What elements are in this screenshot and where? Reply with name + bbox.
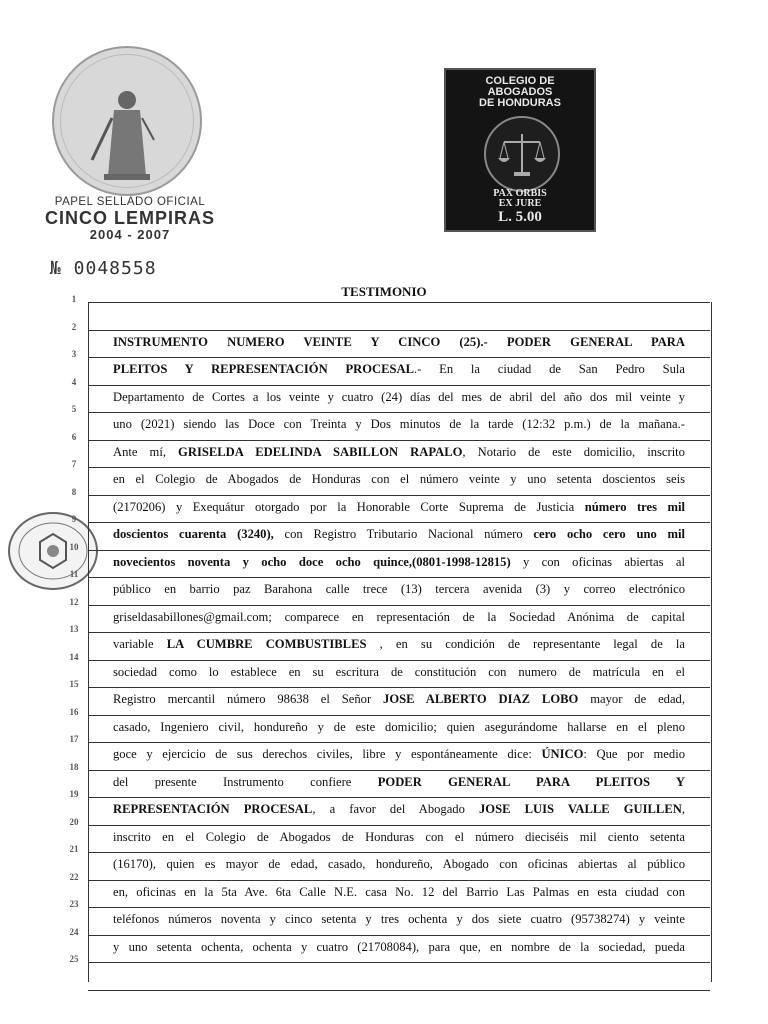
line-number: 13	[69, 624, 79, 634]
ruled-line	[88, 412, 710, 413]
official-paper-seal	[52, 46, 202, 196]
document-text-line	[113, 747, 685, 762]
text: del presente Instrumento confiere	[113, 774, 378, 789]
ruled-line	[88, 715, 710, 716]
serial-number: № 0048558	[50, 258, 157, 279]
document-text-line	[113, 830, 685, 845]
text: público en barrio paz Barahona calle trece (13) tercera avenida (3) y correo electrónico	[113, 582, 685, 596]
bold-text: PLEITOS Y REPRESENTACIÓN PROCESAL	[113, 362, 415, 376]
document-text-line	[113, 335, 685, 350]
ruled-line	[88, 880, 710, 881]
text: uno (2021) siendo las Doce con Treinta y Dos minutos de la tarde (12:32 p.m.) de la mañana.-	[113, 417, 685, 431]
document-text-line	[113, 500, 685, 515]
text: con Registro Tributario Nacional número	[273, 527, 534, 541]
bold-text: INSTRUMENTO NUMERO VEINTE Y CINCO (25).- PODER GENERAL PARA	[113, 334, 685, 349]
document-text-line	[113, 390, 685, 405]
text: teléfonos números noventa y cinco setenta y tres ochenta y dos siete cuatro (95738274) y veinte	[113, 912, 685, 926]
document-text-line	[113, 417, 685, 432]
document-text-line	[113, 582, 685, 597]
ruled-line	[88, 632, 710, 633]
line-number: 17	[69, 734, 79, 744]
ruled-line	[88, 522, 710, 523]
scales-of-justice-icon	[484, 116, 560, 192]
text: mayor de edad,	[578, 692, 685, 706]
bold-text: doscientos cuarenta (3240),	[113, 527, 274, 541]
line-number: 23	[69, 899, 79, 909]
line-number: 14	[69, 651, 79, 662]
text: Registro mercantil número 98638 el Señor	[113, 692, 384, 706]
line-number: 10	[69, 541, 79, 552]
line-number: 15	[69, 679, 79, 689]
text: en el Colegio de Abogados de Honduras con el número veinte y uno setenta doscientos seis	[113, 472, 685, 486]
text: Ante mí,	[113, 444, 179, 459]
line-number: 16	[69, 706, 79, 717]
text: , Notario de este domicilio, inscrito	[462, 444, 685, 459]
line-number: 12	[69, 596, 79, 607]
document-text-line	[113, 775, 685, 790]
text: inscrito en el Colegio de Abogados de Honduras con el número dieciséis mil ciento setenta	[113, 829, 685, 844]
line-number: 20	[69, 816, 79, 827]
seal-caption-years: 2004 - 2007	[89, 227, 171, 242]
ruled-line	[88, 990, 710, 991]
text: .- En la ciudad de San Pedro Sula	[414, 362, 685, 376]
line-number: 6	[71, 431, 77, 442]
ruled-line	[88, 907, 710, 908]
text: ,	[681, 802, 685, 816]
ruled-line	[88, 385, 710, 386]
document-text-line	[113, 610, 685, 625]
text: sociedad como lo establece en su escritura de constitución con numero de matrícula en el	[113, 664, 685, 679]
ruled-line	[88, 330, 710, 331]
document-text-line	[113, 802, 685, 817]
document-text-line	[113, 445, 685, 460]
line-number: 21	[69, 844, 79, 854]
bold-text: GRISELDA EDELINDA SABILLON RAPALO	[178, 444, 463, 459]
text: goce y ejercicio de sus derechos civiles, libre y espontáneamente dice:	[113, 747, 542, 761]
text: casado, Ingeniero civil, hondureño y de este domicilio; quien asegurándome hallarse en el pleno	[113, 719, 685, 734]
line-number: 2	[71, 321, 77, 332]
document-text-line	[113, 720, 685, 735]
text: , en su condición de representante legal de la	[366, 637, 685, 651]
document-text-line	[113, 885, 685, 900]
document-text-line	[113, 472, 685, 487]
line-number: 1	[71, 294, 77, 304]
ruled-line	[88, 935, 710, 936]
document-text-line	[113, 362, 685, 377]
bold-text: ÚNICO	[541, 747, 584, 761]
ruled-line	[88, 467, 710, 468]
ruled-line	[88, 852, 710, 853]
line-number: 24	[69, 926, 79, 937]
text: (2170206) y Exequátur otorgado por la Honorable Corte Suprema de Justicia	[113, 499, 585, 514]
line-number: 4	[71, 376, 77, 387]
bar-association-stamp	[444, 68, 596, 232]
justice-figure-icon	[54, 48, 200, 194]
line-number: 3	[71, 349, 77, 359]
bold-text: JOSE ALBERTO DIAZ LOBO	[383, 692, 579, 706]
ruled-line	[88, 440, 710, 441]
line-number: 18	[69, 761, 79, 772]
ruled-line	[88, 797, 710, 798]
document-text-line	[113, 940, 685, 955]
line-number: 19	[69, 789, 79, 799]
ruled-line	[88, 495, 710, 496]
bold-text: REPRESENTACIÓN PROCESAL	[113, 802, 313, 816]
line-number: 9	[71, 514, 77, 524]
ruled-line	[88, 357, 710, 358]
document-text-line	[113, 857, 685, 872]
text: en, oficinas en la 5ta Ave. 6ta Calle N.E. casa No. 12 del Barrio Las Palmas en esta ciudad con	[113, 884, 685, 899]
line-number: 22	[69, 871, 79, 882]
ruled-line	[88, 302, 710, 303]
stamp-value: L. 5.00	[498, 209, 542, 225]
document-text-line	[113, 637, 685, 652]
bold-text: número tres mil	[584, 499, 685, 514]
text: Departamento de Cortes a los veinte y cuatro (24) días del mes de abril del año dos mil veinte y	[113, 389, 685, 404]
line-number: 7	[71, 459, 77, 469]
bold-text: JOSE LUIS VALLE GUILLEN	[479, 802, 682, 816]
stamp-motto: PAX ORBIS EX JURE	[493, 188, 547, 209]
text: variable	[113, 637, 167, 651]
ruled-line	[88, 605, 710, 606]
text: : Que por medio	[583, 747, 685, 761]
bold-text: LA CUMBRE COMBUSTIBLES	[166, 637, 367, 651]
line-number: 5	[71, 404, 77, 414]
ruled-line	[88, 660, 710, 661]
stamp-title: COLEGIO DE ABOGADOS DE HONDURAS	[479, 75, 561, 109]
ruled-line	[88, 550, 710, 551]
document-text-line	[113, 665, 685, 680]
document-text-line	[113, 555, 685, 570]
document-title: TESTIMONIO	[341, 284, 427, 299]
ruled-line	[88, 687, 710, 688]
text: y con oficinas abiertas al	[510, 554, 685, 569]
seal-caption-value: CINCO LEMPIRAS	[44, 208, 215, 228]
bold-text: novecientos noventa y ocho doce ocho quince,(0801-1998-12815)	[113, 554, 511, 569]
ruled-line	[88, 742, 710, 743]
ruled-line	[88, 962, 710, 963]
seal-caption-official-paper: PAPEL SELLADO OFICIAL	[54, 196, 206, 208]
document-text-line	[113, 692, 685, 707]
line-number: 11	[69, 569, 79, 579]
ruled-line	[88, 577, 710, 578]
text: griseldasabillones@gmail.com; comparece en representación de la Sociedad Anónima de capital	[113, 609, 685, 624]
line-number: 25	[69, 954, 79, 964]
ruled-line	[88, 825, 710, 826]
line-number: 8	[71, 486, 77, 497]
text: (16170), quien es mayor de edad, casado, hondureño, Abogado con oficinas abiertas al público	[113, 857, 685, 871]
ruled-line	[88, 770, 710, 771]
bold-text: PODER GENERAL PARA PLEITOS Y	[377, 774, 685, 789]
bold-text: cero ocho cero uno mil	[533, 527, 685, 541]
document-text-line	[113, 527, 685, 542]
text: y uno setenta ochenta, ochenta y cuatro (21708084), para que, en nombre de la sociedad, pueda	[113, 939, 685, 954]
document-text-line	[113, 912, 685, 927]
text: , a favor del Abogado	[312, 802, 479, 816]
